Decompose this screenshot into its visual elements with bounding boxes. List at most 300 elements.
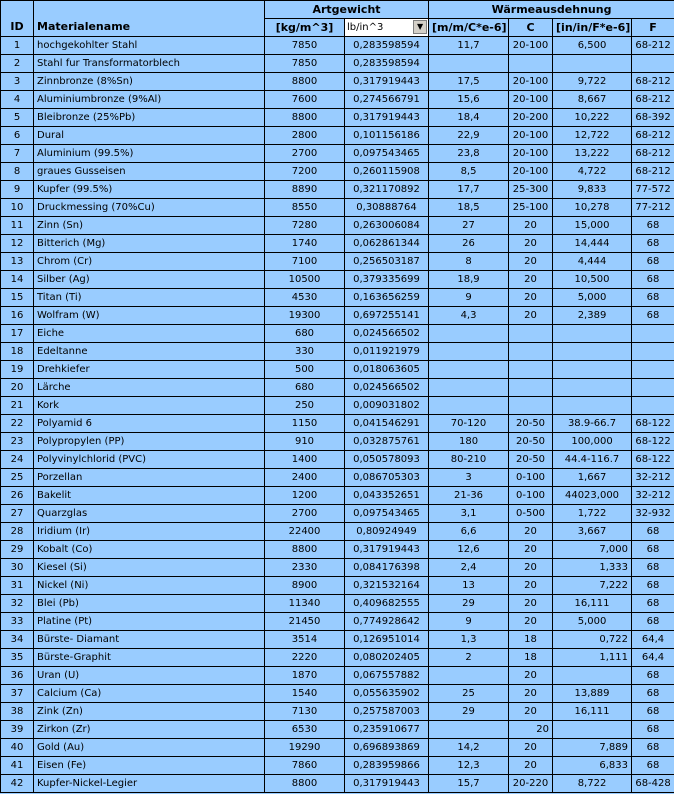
cell-ininf[interactable]: 9,722 [553, 73, 632, 91]
cell-ininf[interactable]: 7,222 [553, 577, 632, 595]
cell-f[interactable] [632, 379, 674, 397]
cell-lbin3[interactable]: 0,283598594 [345, 37, 429, 55]
col-header-c[interactable]: C [509, 19, 553, 37]
cell-name[interactable]: Eiche [34, 325, 265, 343]
cell-mmc[interactable]: 15,7 [429, 775, 509, 793]
cell-ininf[interactable]: 8,722 [553, 775, 632, 793]
cell-mmc[interactable]: 26 [429, 235, 509, 253]
cell-kgm3[interactable]: 8900 [265, 577, 345, 595]
cell-mmc[interactable]: 1,3 [429, 631, 509, 649]
cell-name[interactable]: hochgekohlter Stahl [34, 37, 265, 55]
cell-name[interactable]: Titan (Ti) [34, 289, 265, 307]
cell-kgm3[interactable]: 19300 [265, 307, 345, 325]
cell-lbin3[interactable]: 0,086705303 [345, 469, 429, 487]
cell-lbin3[interactable]: 0,317919443 [345, 73, 429, 91]
cell-f[interactable]: 68-212 [632, 91, 674, 109]
cell-mmc[interactable]: 180 [429, 433, 509, 451]
cell-id[interactable]: 11 [1, 217, 34, 235]
cell-kgm3[interactable]: 8800 [265, 541, 345, 559]
cell-c[interactable]: 18 [509, 631, 553, 649]
cell-lbin3[interactable]: 0,011921979 [345, 343, 429, 361]
cell-ininf[interactable] [553, 361, 632, 379]
cell-c[interactable]: 20 [509, 289, 553, 307]
cell-id[interactable]: 4 [1, 91, 34, 109]
cell-lbin3[interactable]: 0,055635902 [345, 685, 429, 703]
cell-ininf[interactable]: 1,722 [553, 505, 632, 523]
cell-id[interactable]: 41 [1, 757, 34, 775]
cell-name[interactable]: Kork [34, 397, 265, 415]
cell-ininf[interactable] [553, 343, 632, 361]
cell-id[interactable]: 6 [1, 127, 34, 145]
cell-ininf[interactable]: 9,833 [553, 181, 632, 199]
cell-c[interactable]: 20 [509, 523, 553, 541]
cell-ininf[interactable]: 10,222 [553, 109, 632, 127]
cell-kgm3[interactable]: 7280 [265, 217, 345, 235]
cell-c[interactable]: 0-100 [509, 487, 553, 505]
col-header-mmc[interactable]: [m/m/C*e-6] [429, 19, 509, 37]
cell-lbin3[interactable]: 0,696893869 [345, 739, 429, 757]
cell-f[interactable]: 68 [632, 271, 674, 289]
cell-kgm3[interactable]: 7860 [265, 757, 345, 775]
cell-mmc[interactable]: 9 [429, 613, 509, 631]
cell-c[interactable]: 20-220 [509, 775, 553, 793]
cell-ininf[interactable]: 6,500 [553, 37, 632, 55]
cell-c[interactable]: 20-100 [509, 37, 553, 55]
cell-lbin3[interactable]: 0,80924949 [345, 523, 429, 541]
cell-c[interactable]: 20 [509, 613, 553, 631]
cell-lbin3[interactable]: 0,041546291 [345, 415, 429, 433]
cell-id[interactable]: 23 [1, 433, 34, 451]
cell-name[interactable]: Druckmessing (70%Cu) [34, 199, 265, 217]
cell-name[interactable]: Bitterich (Mg) [34, 235, 265, 253]
cell-mmc[interactable]: 29 [429, 703, 509, 721]
cell-c[interactable]: 18 [509, 649, 553, 667]
col-header-id[interactable]: ID [1, 19, 34, 37]
cell-kgm3[interactable]: 7850 [265, 37, 345, 55]
cell-lbin3[interactable]: 0,317919443 [345, 775, 429, 793]
cell-c[interactable] [509, 379, 553, 397]
cell-ininf[interactable]: 13,889 [553, 685, 632, 703]
cell-ininf[interactable]: 12,722 [553, 127, 632, 145]
cell-lbin3[interactable]: 0,263006084 [345, 217, 429, 235]
cell-lbin3[interactable]: 0,024566502 [345, 379, 429, 397]
cell-id[interactable]: 26 [1, 487, 34, 505]
cell-name[interactable]: Blei (Pb) [34, 595, 265, 613]
cell-ininf[interactable]: 5,000 [553, 289, 632, 307]
cell-lbin3[interactable]: 0,101156186 [345, 127, 429, 145]
cell-mmc[interactable] [429, 397, 509, 415]
cell-name[interactable]: Bürste-Graphit [34, 649, 265, 667]
cell-name[interactable]: Zinn (Sn) [34, 217, 265, 235]
cell-c[interactable]: 20 [509, 685, 553, 703]
cell-c[interactable]: 20 [509, 559, 553, 577]
cell-kgm3[interactable]: 7200 [265, 163, 345, 181]
cell-ininf[interactable] [553, 325, 632, 343]
cell-name[interactable]: Zinnbronze (8%Sn) [34, 73, 265, 91]
cell-ininf[interactable]: 10,500 [553, 271, 632, 289]
cell-mmc[interactable]: 3,1 [429, 505, 509, 523]
cell-ininf[interactable]: 10,278 [553, 199, 632, 217]
cell-name[interactable]: Calcium (Ca) [34, 685, 265, 703]
cell-name[interactable]: Nickel (Ni) [34, 577, 265, 595]
cell-name[interactable]: Bürste- Diamant [34, 631, 265, 649]
cell-f[interactable]: 68-122 [632, 433, 674, 451]
cell-lbin3[interactable]: 0,260115908 [345, 163, 429, 181]
cell-f[interactable]: 68-212 [632, 127, 674, 145]
cell-name[interactable]: Polyvinylchlorid (PVC) [34, 451, 265, 469]
cell-id[interactable]: 42 [1, 775, 34, 793]
cell-lbin3[interactable]: 0,163656259 [345, 289, 429, 307]
cell-mmc[interactable]: 3 [429, 469, 509, 487]
cell-ininf[interactable]: 6,833 [553, 757, 632, 775]
cell-c[interactable]: 20 [509, 577, 553, 595]
cell-c[interactable]: 20 [509, 541, 553, 559]
cell-mmc[interactable] [429, 721, 509, 739]
cell-id[interactable]: 20 [1, 379, 34, 397]
cell-ininf[interactable] [553, 721, 632, 739]
cell-c[interactable]: 20-100 [509, 91, 553, 109]
cell-lbin3[interactable]: 0,050578093 [345, 451, 429, 469]
cell-c[interactable]: 20 [509, 307, 553, 325]
cell-lbin3[interactable]: 0,774928642 [345, 613, 429, 631]
cell-name[interactable]: Polypropylen (PP) [34, 433, 265, 451]
cell-mmc[interactable]: 9 [429, 289, 509, 307]
cell-ininf[interactable]: 14,444 [553, 235, 632, 253]
cell-kgm3[interactable]: 2400 [265, 469, 345, 487]
cell-f[interactable]: 68 [632, 235, 674, 253]
cell-c[interactable]: 0-500 [509, 505, 553, 523]
cell-lbin3[interactable]: 0,317919443 [345, 541, 429, 559]
cell-id[interactable]: 22 [1, 415, 34, 433]
cell-c[interactable]: 25-100 [509, 199, 553, 217]
cell-name[interactable]: Stahl fur Transformatorblech [34, 55, 265, 73]
cell-lbin3[interactable]: 0,067557882 [345, 667, 429, 685]
cell-lbin3[interactable]: 0,256503187 [345, 253, 429, 271]
cell-name[interactable]: Bakelit [34, 487, 265, 505]
cell-id[interactable]: 27 [1, 505, 34, 523]
cell-ininf[interactable]: 8,667 [553, 91, 632, 109]
cell-c[interactable]: 20-100 [509, 163, 553, 181]
cell-name[interactable]: Zink (Zn) [34, 703, 265, 721]
cell-id[interactable]: 28 [1, 523, 34, 541]
cell-ininf[interactable]: 7,000 [553, 541, 632, 559]
cell-c[interactable]: 20-50 [509, 451, 553, 469]
cell-mmc[interactable]: 80-210 [429, 451, 509, 469]
cell-kgm3[interactable]: 330 [265, 343, 345, 361]
cell-f[interactable]: 68 [632, 253, 674, 271]
cell-kgm3[interactable]: 1400 [265, 451, 345, 469]
cell-f[interactable] [632, 343, 674, 361]
cell-name[interactable]: Eisen (Fe) [34, 757, 265, 775]
cell-c[interactable] [509, 361, 553, 379]
cell-f[interactable]: 68 [632, 703, 674, 721]
cell-kgm3[interactable]: 1150 [265, 415, 345, 433]
cell-kgm3[interactable]: 250 [265, 397, 345, 415]
cell-f[interactable]: 68 [632, 613, 674, 631]
cell-mmc[interactable]: 23,8 [429, 145, 509, 163]
cell-mmc[interactable] [429, 55, 509, 73]
cell-f[interactable]: 64,4 [632, 649, 674, 667]
cell-lbin3[interactable]: 0,274566791 [345, 91, 429, 109]
cell-name[interactable]: Kobalt (Co) [34, 541, 265, 559]
cell-mmc[interactable]: 4,3 [429, 307, 509, 325]
cell-f[interactable]: 32-212 [632, 469, 674, 487]
cell-ininf[interactable]: 1,111 [553, 649, 632, 667]
cell-name[interactable]: graues Gusseisen [34, 163, 265, 181]
cell-name[interactable]: Bleibronze (25%Pb) [34, 109, 265, 127]
cell-name[interactable]: Polyamid 6 [34, 415, 265, 433]
cell-c[interactable]: 25-300 [509, 181, 553, 199]
cell-mmc[interactable]: 22,9 [429, 127, 509, 145]
cell-mmc[interactable]: 12,6 [429, 541, 509, 559]
cell-id[interactable]: 37 [1, 685, 34, 703]
cell-kgm3[interactable]: 3514 [265, 631, 345, 649]
cell-name[interactable]: Quarzglas [34, 505, 265, 523]
cell-f[interactable]: 68-122 [632, 415, 674, 433]
cell-f[interactable]: 68 [632, 667, 674, 685]
cell-name[interactable]: Porzellan [34, 469, 265, 487]
cell-name[interactable]: Zirkon (Zr) [34, 721, 265, 739]
cell-kgm3[interactable]: 910 [265, 433, 345, 451]
cell-id[interactable]: 35 [1, 649, 34, 667]
cell-id[interactable]: 34 [1, 631, 34, 649]
cell-lbin3[interactable]: 0,317919443 [345, 109, 429, 127]
cell-kgm3[interactable]: 1540 [265, 685, 345, 703]
cell-f[interactable]: 77-212 [632, 199, 674, 217]
cell-c[interactable]: 20 [509, 739, 553, 757]
cell-kgm3[interactable]: 680 [265, 379, 345, 397]
cell-f[interactable]: 68-392 [632, 109, 674, 127]
cell-ininf[interactable]: 5,000 [553, 613, 632, 631]
cell-f[interactable] [632, 325, 674, 343]
cell-lbin3[interactable]: 0,043352651 [345, 487, 429, 505]
cell-name[interactable]: Drehkiefer [34, 361, 265, 379]
cell-f[interactable]: 68 [632, 217, 674, 235]
cell-ininf[interactable] [553, 667, 632, 685]
cell-id[interactable]: 40 [1, 739, 34, 757]
cell-id[interactable]: 38 [1, 703, 34, 721]
cell-mmc[interactable]: 27 [429, 217, 509, 235]
cell-kgm3[interactable]: 1740 [265, 235, 345, 253]
cell-id[interactable]: 30 [1, 559, 34, 577]
cell-id[interactable]: 15 [1, 289, 34, 307]
cell-name[interactable]: Wolfram (W) [34, 307, 265, 325]
cell-f[interactable]: 77-572 [632, 181, 674, 199]
cell-lbin3[interactable]: 0,032875761 [345, 433, 429, 451]
cell-id[interactable]: 7 [1, 145, 34, 163]
cell-kgm3[interactable]: 2800 [265, 127, 345, 145]
cell-kgm3[interactable]: 7600 [265, 91, 345, 109]
cell-ininf[interactable]: 16,111 [553, 595, 632, 613]
cell-ininf[interactable]: 0,722 [553, 631, 632, 649]
cell-f[interactable]: 68-122 [632, 451, 674, 469]
cell-mmc[interactable]: 13 [429, 577, 509, 595]
cell-id[interactable]: 31 [1, 577, 34, 595]
cell-f[interactable]: 68 [632, 757, 674, 775]
cell-id[interactable]: 24 [1, 451, 34, 469]
cell-ininf[interactable]: 44.4-116.7 [553, 451, 632, 469]
cell-name[interactable]: Kupfer-Nickel-Legier [34, 775, 265, 793]
cell-name[interactable]: Edeltanne [34, 343, 265, 361]
cell-f[interactable]: 68 [632, 289, 674, 307]
cell-id[interactable]: 3 [1, 73, 34, 91]
cell-ininf[interactable] [553, 379, 632, 397]
cell-id[interactable]: 5 [1, 109, 34, 127]
cell-ininf[interactable]: 44023,000 [553, 487, 632, 505]
cell-name[interactable]: Lärche [34, 379, 265, 397]
cell-name[interactable]: Kiesel (Si) [34, 559, 265, 577]
cell-kgm3[interactable]: 7100 [265, 253, 345, 271]
cell-kgm3[interactable]: 2220 [265, 649, 345, 667]
cell-id[interactable]: 8 [1, 163, 34, 181]
cell-mmc[interactable]: 2,4 [429, 559, 509, 577]
cell-ininf[interactable]: 16,111 [553, 703, 632, 721]
cell-c[interactable] [509, 343, 553, 361]
cell-f[interactable]: 68-212 [632, 73, 674, 91]
cell-id[interactable]: 21 [1, 397, 34, 415]
cell-kgm3[interactable]: 8800 [265, 775, 345, 793]
cell-ininf[interactable]: 3,667 [553, 523, 632, 541]
col-header-kgm3[interactable]: [kg/m^3] [265, 19, 345, 37]
cell-mmc[interactable]: 8 [429, 253, 509, 271]
cell-kgm3[interactable]: 22400 [265, 523, 345, 541]
cell-kgm3[interactable]: 1200 [265, 487, 345, 505]
cell-kgm3[interactable]: 8800 [265, 109, 345, 127]
cell-mmc[interactable]: 8,5 [429, 163, 509, 181]
cell-mmc[interactable] [429, 325, 509, 343]
cell-ininf[interactable] [553, 55, 632, 73]
cell-ininf[interactable]: 7,889 [553, 739, 632, 757]
cell-f[interactable]: 68-212 [632, 163, 674, 181]
cell-c[interactable]: 20-100 [509, 73, 553, 91]
cell-f[interactable]: 68-428 [632, 775, 674, 793]
cell-c[interactable] [509, 325, 553, 343]
cell-kgm3[interactable]: 6530 [265, 721, 345, 739]
cell-kgm3[interactable]: 7850 [265, 55, 345, 73]
cell-mmc[interactable]: 29 [429, 595, 509, 613]
cell-c[interactable]: 20 [509, 271, 553, 289]
cell-lbin3[interactable]: 0,097543465 [345, 145, 429, 163]
cell-f[interactable]: 68 [632, 739, 674, 757]
cell-lbin3[interactable]: 0,018063605 [345, 361, 429, 379]
cell-kgm3[interactable]: 2700 [265, 145, 345, 163]
cell-f[interactable]: 68-212 [632, 145, 674, 163]
cell-f[interactable]: 32-212 [632, 487, 674, 505]
cell-lbin3[interactable]: 0,062861344 [345, 235, 429, 253]
cell-lbin3[interactable]: 0,409682555 [345, 595, 429, 613]
cell-mmc[interactable]: 12,3 [429, 757, 509, 775]
cell-lbin3[interactable]: 0,697255141 [345, 307, 429, 325]
cell-mmc[interactable]: 14,2 [429, 739, 509, 757]
cell-kgm3[interactable]: 8890 [265, 181, 345, 199]
cell-c[interactable]: 20 [509, 253, 553, 271]
unit-select[interactable] [345, 19, 429, 37]
cell-f[interactable] [632, 55, 674, 73]
cell-kgm3[interactable]: 4530 [265, 289, 345, 307]
cell-lbin3[interactable]: 0,283959866 [345, 757, 429, 775]
col-header-f[interactable]: F [632, 19, 674, 37]
cell-lbin3[interactable]: 0,126951014 [345, 631, 429, 649]
cell-id[interactable]: 13 [1, 253, 34, 271]
cell-f[interactable]: 68-212 [632, 37, 674, 55]
cell-c[interactable]: 20-50 [509, 433, 553, 451]
cell-name[interactable]: Chrom (Cr) [34, 253, 265, 271]
cell-lbin3[interactable]: 0,084176398 [345, 559, 429, 577]
cell-name[interactable]: Iridium (Ir) [34, 523, 265, 541]
cell-kgm3[interactable]: 7130 [265, 703, 345, 721]
cell-f[interactable] [632, 361, 674, 379]
cell-name[interactable]: Silber (Ag) [34, 271, 265, 289]
cell-mmc[interactable]: 25 [429, 685, 509, 703]
cell-c[interactable]: 20 [509, 703, 553, 721]
cell-c[interactable]: 20-200 [509, 109, 553, 127]
cell-name[interactable]: Aluminiumbronze (9%Al) [34, 91, 265, 109]
cell-kgm3[interactable]: 21450 [265, 613, 345, 631]
cell-c[interactable]: 20 [509, 757, 553, 775]
cell-c[interactable]: 20-100 [509, 127, 553, 145]
cell-mmc[interactable]: 15,6 [429, 91, 509, 109]
cell-lbin3[interactable]: 0,283598594 [345, 55, 429, 73]
cell-ininf[interactable]: 4,444 [553, 253, 632, 271]
cell-f[interactable]: 68 [632, 685, 674, 703]
cell-id[interactable]: 14 [1, 271, 34, 289]
cell-c[interactable] [509, 55, 553, 73]
cell-ininf[interactable]: 4,722 [553, 163, 632, 181]
cell-lbin3[interactable]: 0,080202405 [345, 649, 429, 667]
cell-name[interactable]: Platine (Pt) [34, 613, 265, 631]
cell-mmc[interactable]: 11,7 [429, 37, 509, 55]
cell-f[interactable]: 68 [632, 595, 674, 613]
cell-lbin3[interactable]: 0,024566502 [345, 325, 429, 343]
cell-mmc[interactable]: 17,5 [429, 73, 509, 91]
cell-c[interactable]: 20 [509, 595, 553, 613]
cell-c[interactable]: 20 [509, 721, 553, 739]
cell-lbin3[interactable]: 0,009031802 [345, 397, 429, 415]
cell-lbin3[interactable]: 0,321170892 [345, 181, 429, 199]
cell-c[interactable]: 20-100 [509, 145, 553, 163]
col-header-name[interactable]: Materialename [34, 19, 265, 37]
cell-lbin3[interactable]: 0,30888764 [345, 199, 429, 217]
cell-c[interactable]: 20-50 [509, 415, 553, 433]
cell-f[interactable]: 68 [632, 541, 674, 559]
cell-mmc[interactable]: 18,4 [429, 109, 509, 127]
cell-ininf[interactable] [553, 397, 632, 415]
cell-f[interactable]: 32-932 [632, 505, 674, 523]
cell-id[interactable]: 39 [1, 721, 34, 739]
cell-ininf[interactable]: 38.9-66.7 [553, 415, 632, 433]
cell-kgm3[interactable]: 8550 [265, 199, 345, 217]
cell-name[interactable]: Gold (Au) [34, 739, 265, 757]
cell-ininf[interactable]: 2,389 [553, 307, 632, 325]
cell-id[interactable]: 33 [1, 613, 34, 631]
cell-id[interactable]: 32 [1, 595, 34, 613]
cell-mmc[interactable]: 2 [429, 649, 509, 667]
cell-id[interactable]: 17 [1, 325, 34, 343]
cell-mmc[interactable] [429, 361, 509, 379]
cell-mmc[interactable] [429, 667, 509, 685]
cell-kgm3[interactable]: 2700 [265, 505, 345, 523]
cell-ininf[interactable]: 1,333 [553, 559, 632, 577]
cell-c[interactable]: 20 [509, 217, 553, 235]
cell-id[interactable]: 19 [1, 361, 34, 379]
cell-kgm3[interactable]: 680 [265, 325, 345, 343]
cell-kgm3[interactable]: 8800 [265, 73, 345, 91]
cell-ininf[interactable]: 1,667 [553, 469, 632, 487]
cell-mmc[interactable]: 6,6 [429, 523, 509, 541]
cell-kgm3[interactable]: 500 [265, 361, 345, 379]
cell-kgm3[interactable]: 19290 [265, 739, 345, 757]
cell-lbin3[interactable]: 0,097543465 [345, 505, 429, 523]
